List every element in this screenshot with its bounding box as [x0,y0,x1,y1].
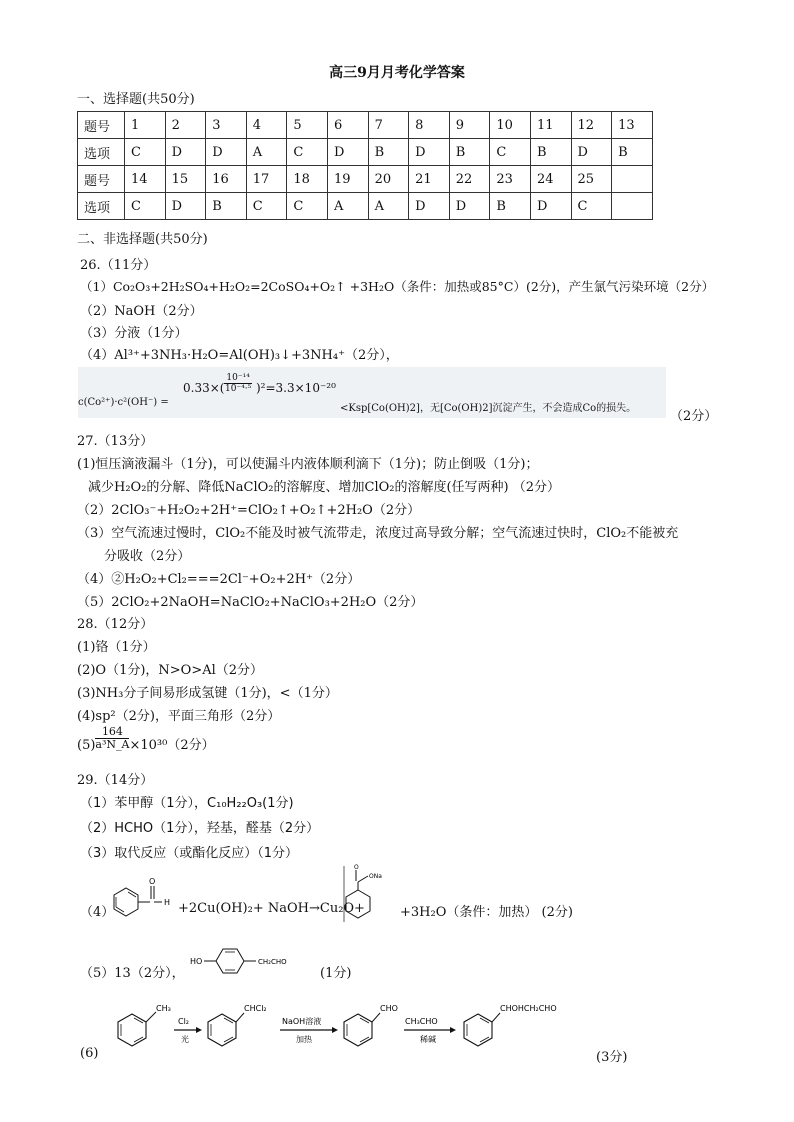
table-cell: 12 [571,112,612,139]
table-cell: C [287,139,328,166]
table-row [78,166,653,193]
table-cell: 17 [246,166,287,193]
table-cell: 24 [530,166,571,193]
product-label: CHOHCH₂CHO [500,1004,557,1013]
table-cell: 10 [490,112,531,139]
q29-l4-prefix: （4） [80,905,115,920]
q28-line1: (1)铬（1分） [77,640,156,655]
table-cell: D [206,139,247,166]
table-cell [612,193,653,220]
table-cell: B [449,139,490,166]
table-cell: D [165,139,206,166]
synthesis-route [110,996,590,1056]
table-cell: 13 [612,112,653,139]
table-cell: 18 [287,166,328,193]
q26-line3: （3）分液（1分） [80,326,188,341]
q27-line6: （4）②H₂O₂+Cl₂===2Cl⁻+O₂+2H⁺（2分） [77,572,361,587]
q28-fraction [95,726,129,751]
chcl2-label: CHCl₂ [244,1004,267,1013]
table-cell: 16 [206,166,247,193]
table-cell: 8 [409,112,450,139]
table-cell: C [246,193,287,220]
eq-tail: <Ksp[Co(OH)2]，无[Co(OH)2]沉淀产生，不会造成Co的损失。 [340,403,637,414]
table-cell: C [125,193,166,220]
table-row-header: 选项 [78,193,125,220]
q29-l6-score: (3分) [596,1050,628,1065]
q26-line1: （1）Co₂O₃+2H₂SO₄+H₂O₂=2CoSO₄+O₂↑ +3H₂O（条件：加热或85°C）(2分)，产生氯气污染环境（2分） [80,279,715,294]
q27-line1: (1)恒压滴液漏斗（1分)，可以使漏斗内液体顺利滴下（1分)；防止倒吸（1分)； [77,457,539,472]
table-cell [612,166,653,193]
table-cell: 22 [449,166,490,193]
aldehyde-h-label: H [164,898,171,907]
table-cell: C [125,139,166,166]
table-cell: D [327,139,368,166]
eq-fraction [224,373,252,394]
q27-line4: （3）空气流速过慢时，ClO₂不能及时被气流带走，浓度过高导致分解；空气流速过快时，ClO₂不能被充 [77,526,679,541]
table-cell: 11 [530,112,571,139]
section-nonchoice-heading: 二、非选择题(共50分) [77,232,208,247]
benzoate-o-label: O [354,864,359,871]
table-cell: D [165,193,206,220]
cl2-label: Cl₂ [178,1017,190,1026]
q28-heading: 28.（12分） [77,617,154,632]
q29-heading: 29.（14分） [77,773,154,788]
table-cell: D [571,139,612,166]
table-cell: 19 [327,166,368,193]
table-cell: C [571,193,612,220]
q26-equation-box [78,367,666,418]
table-cell: B [530,139,571,166]
table-cell: 5 [287,112,328,139]
naoh-label: NaOH溶液 [282,1017,322,1026]
table-cell: C [287,193,328,220]
hydroxyphenylacetaldehyde-structure [190,940,330,984]
table-cell: 25 [571,166,612,193]
table-row-header: 选项 [78,139,125,166]
q27-line2: 减少H₂O₂的分解、降低NaClO₂的溶解度、增加ClO₂的溶解度(任写两种) （2分） [88,480,561,495]
section-choice-heading: 一、选择题(共50分) [77,92,195,107]
ho-label: HO [190,957,203,966]
q29-l4-suffix: +3H₂O（条件：加热） (2分) [400,905,573,920]
q29-l6-prefix: (6) [80,1046,99,1061]
table-cell: B [206,193,247,220]
table-row [78,139,653,166]
q28-l5-prefix: (5) [77,738,96,753]
benzoate-ona-label: ONa [369,873,382,880]
q26-line4: （4）Al³⁺+3NH₃·H₂O=Al(OH)₃↓+3NH₄⁺（2分）， [80,348,399,363]
table-cell: 6 [327,112,368,139]
table-cell: D [530,193,571,220]
table-cell: 21 [409,166,450,193]
table-cell: 4 [246,112,287,139]
light-label: 光 [181,1035,189,1044]
heat-label: 加热 [296,1035,312,1044]
table-cell: B [368,139,409,166]
q29-line2: （2）HCHO（1分），羟基，醛基（2分） [80,821,320,836]
q29-line1: （1）苯甲醇（1分），C₁₀H₂₂O₃(1分) [80,796,294,811]
table-cell: 3 [206,112,247,139]
benzaldehyde-ring [344,1014,372,1046]
table-cell: 1 [125,112,166,139]
benzal-chloride-ring [208,1014,236,1046]
page-title: 高三9月月考化学答案 [329,65,465,81]
aldehyde-o-label: O [149,877,156,886]
q28-line3: (3)NH₃分子间易形成氢键（1分)，<（1分） [77,686,338,701]
table-row [78,112,653,139]
table-cell: 9 [449,112,490,139]
q28-line2: (2)O（1分)，N>O>Al（2分） [77,663,264,678]
table-cell: 2 [165,112,206,139]
eq-numerator: 10⁻¹⁴ [224,373,252,384]
answer-table [77,111,653,220]
benzaldehyde-structure [106,870,178,920]
table-cell: A [327,193,368,220]
q28-line4: (4)sp²（2分)，平面三角形（2分） [77,709,281,724]
q27-line3: （2）2ClO₃⁻+H₂O₂+2H⁺=ClO₂↑+O₂↑+2H₂O（2分） [77,503,421,518]
table-cell: D [449,193,490,220]
table-cell: A [246,139,287,166]
q28-numerator: 164 [95,726,129,739]
q29-line3: （3）取代反应（或酯化反应）（1分） [80,846,299,861]
table-cell: A [368,193,409,220]
toluene-ring [118,1014,146,1046]
ch3-label: CH₃ [156,1004,171,1013]
table-cell: 23 [490,166,531,193]
table-row [78,193,653,220]
table-cell: 7 [368,112,409,139]
ch2cho-label: CH₂CHO [258,958,287,966]
q26-line2: （2）NaOH（2分） [80,304,203,319]
product-ring [464,1014,492,1046]
table-cell: B [612,139,653,166]
q26-eq-score: （2分） [670,409,718,424]
table-cell: 20 [368,166,409,193]
dilute-base-label: 稀碱 [420,1035,436,1044]
q27-line7: （5）2ClO₂+2NaOH=NaClO₂+NaClO₃+2H₂O（2分） [77,595,424,610]
eq-right: )²=3.3×10⁻²⁰ [256,381,336,395]
q29-l4-middle: +2Cu(OH)₂+ NaOH→Cu₂O+ [178,901,365,916]
q28-l5-suffix: ×10³⁰（2分） [129,738,215,753]
cho-label: CHO [380,1004,398,1013]
table-cell: D [409,139,450,166]
table-cell: 14 [125,166,166,193]
q27-heading: 27.（13分） [77,434,154,449]
table-cell: 15 [165,166,206,193]
eq-denominator: 10⁻⁴·⁵ [225,384,252,394]
q28-line5 [77,725,215,753]
q26-heading: 26.（11分） [80,258,157,273]
table-row-header: 题号 [78,112,125,139]
ch3cho-label: CH₃CHO [405,1017,438,1026]
table-cell: C [490,139,531,166]
q29-l5-prefix: （5）13（2分）， [80,966,185,981]
table-cell: D [409,193,450,220]
table-row-header: 题号 [78,166,125,193]
sodium-benzoate-structure [342,862,400,924]
eq-left: c(Co²⁺)·c²(OH⁻) = [78,397,169,408]
q29-l5-suffix: (1分) [320,966,352,981]
q28-denominator: a³N_A [95,738,130,751]
q27-line5: 分吸收（2分） [104,549,191,564]
eq-coef: 0.33×( [183,381,225,395]
table-cell: B [490,193,531,220]
